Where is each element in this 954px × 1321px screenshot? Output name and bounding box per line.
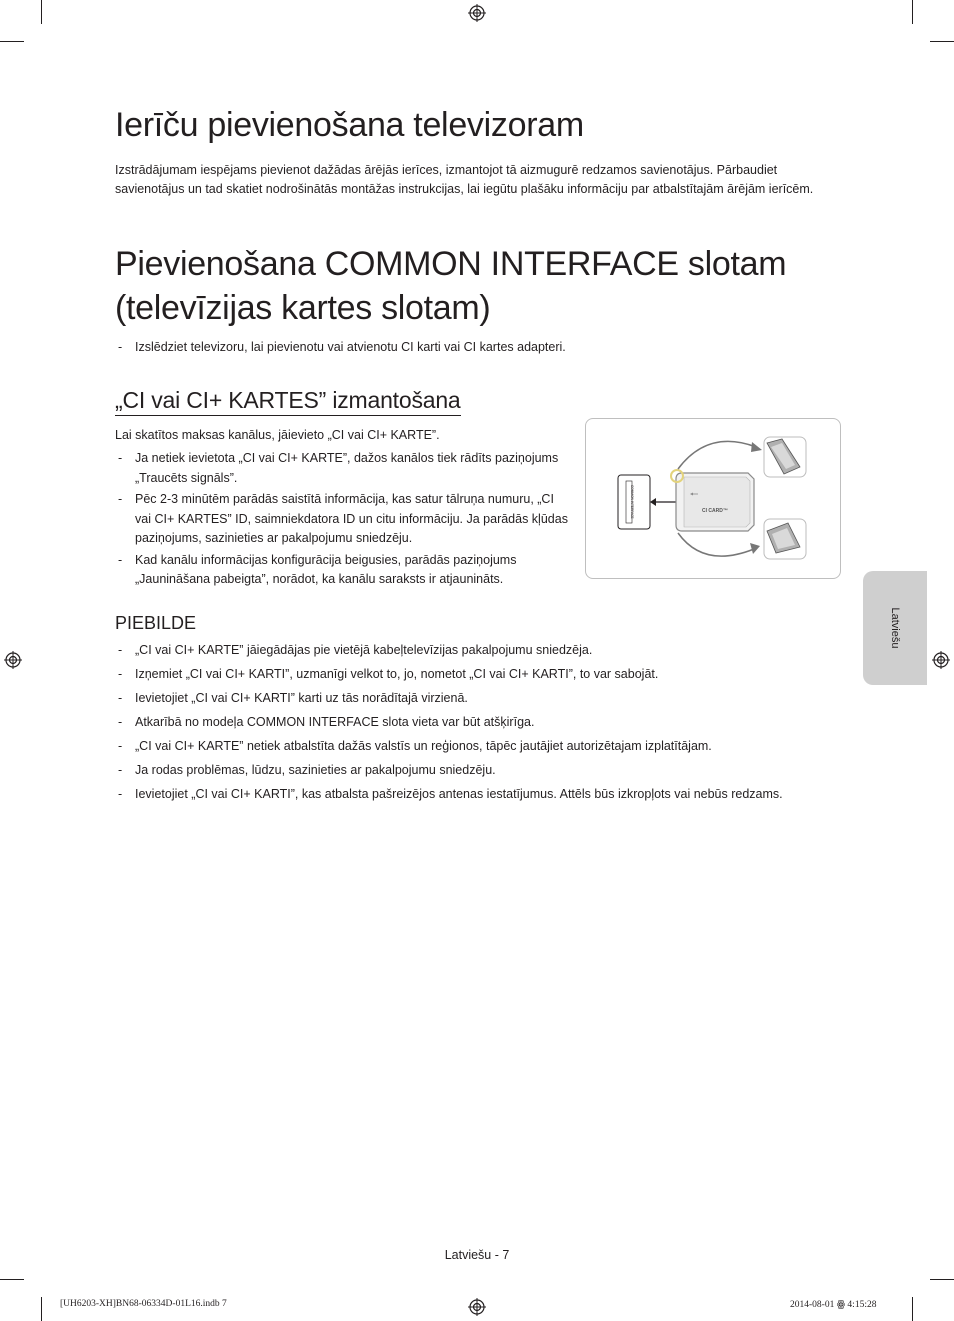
note-list	[115, 641, 835, 809]
list-item: - „CI vai CI+ KARTE” jāiegādājas pie vietējā kabeļtelevīzijas pakalpojumu sniedzēja.	[115, 641, 835, 661]
ci-card-insertion-diagram	[586, 419, 840, 578]
registration-mark-icon	[4, 651, 22, 669]
list-item: - „CI vai CI+ KARTE” netiek atbalstīta dažās valstīs un reģionos, tāpēc jautājiet autorizētajam izplatītājam.	[115, 737, 835, 757]
list-item: - Ievietojiet „CI vai CI+ KARTI” karti uz tās norādītajā virzienā.	[115, 689, 835, 709]
section-title-line: Pievienošana COMMON INTERFACE slotam	[115, 245, 787, 283]
slot-label: COMMON INTERFACE	[630, 485, 634, 519]
crop-mark	[912, 1297, 913, 1321]
ci-card-illustration	[585, 418, 841, 579]
crop-mark	[930, 41, 954, 42]
registration-mark-icon	[468, 1298, 486, 1316]
section-title-line: (televīzijas kartes slotam)	[115, 289, 491, 327]
registration-mark-icon	[468, 4, 486, 22]
page-number: Latviešu - 7	[444, 1248, 510, 1262]
note-heading: PIEBILDE	[115, 613, 197, 633]
registration-mark-icon	[932, 651, 950, 669]
page-title: Ierīču pievienošana televizoram	[115, 106, 584, 144]
list-item: - Ievietojiet „CI vai CI+ KARTI”, kas atbalsta pašreizējos antenas iestatījumus. Attēls būs izkropļots vai nebūs redzams.	[115, 785, 835, 805]
crop-mark	[0, 1279, 24, 1280]
list-item: - Ja rodas problēmas, lūdzu, sazinieties ar pakalpojumu sniedzēju.	[115, 761, 835, 781]
print-slug-date: 2014-08-01 ꙮ 4:15:28	[790, 1300, 877, 1310]
crop-mark	[930, 1279, 954, 1280]
intro-paragraph: Izstrādājumam iespējams pievienot dažādas ārējās ierīces, izmantojot tā aizmugurē redzamos savienotājus. Pārbaudiet savienotājus un tad skatiet nodrošinātās montāžas instrukcijas, lai iegūtu plašāku informāciju par atbalstītajām ārējām ierīcēm.	[115, 163, 814, 196]
ci-card-label: CI CARD™	[702, 508, 728, 514]
list-item: - Izņemiet „CI vai CI+ KARTI”, uzmanīgi velkot to, jo, nometot „CI vai CI+ KARTI”, to var sabojāt.	[115, 665, 835, 685]
print-slug-file: [UH6203-XH]BN68-06334D-01L16.indb 7	[60, 1299, 227, 1309]
list-item: - Kad kanālu informācijas konfigurācija beigusies, parādās paziņojums „Jaunināšana pabeigta”, norādot, ka kanālu saraksts ir atjaunināts.	[115, 551, 570, 590]
language-tab-label: Latviešu	[889, 607, 901, 649]
ci-card-list	[115, 449, 570, 592]
list-item: - Atkarībā no modeļa COMMON INTERFACE slota vieta var būt atšķirīga.	[115, 713, 835, 733]
section-title	[115, 242, 875, 330]
power-off-instructions	[115, 338, 815, 358]
crop-mark	[41, 1297, 42, 1321]
list-item: - Izslēdziet televizoru, lai pievienotu vai atvienotu CI karti vai CI kartes adapteri.	[115, 338, 815, 358]
ci-card-heading: „CI vai CI+ KARTES” izmantošana	[115, 386, 461, 416]
crop-mark	[912, 0, 913, 24]
crop-mark	[0, 41, 24, 42]
ci-card-lead: Lai skatītos maksas kanālus, jāievieto „CI vai CI+ KARTE”.	[115, 428, 440, 442]
crop-mark	[41, 0, 42, 24]
list-item: - Ja netiek ievietota „CI vai CI+ KARTE”, dažos kanālos tiek rādīts paziņojums „Traucēts signāls”.	[115, 449, 570, 488]
list-item: - Pēc 2-3 minūtēm parādās saistītā informācija, kas satur tālruņa numuru, „CI vai CI+ KARTES” ID, saimniekdatora ID un citu informāciju. Ja parādās kļūdas paziņojums, sazinieties ar pakalpojumu sniedzēju.	[115, 490, 570, 549]
language-tab	[863, 571, 927, 685]
